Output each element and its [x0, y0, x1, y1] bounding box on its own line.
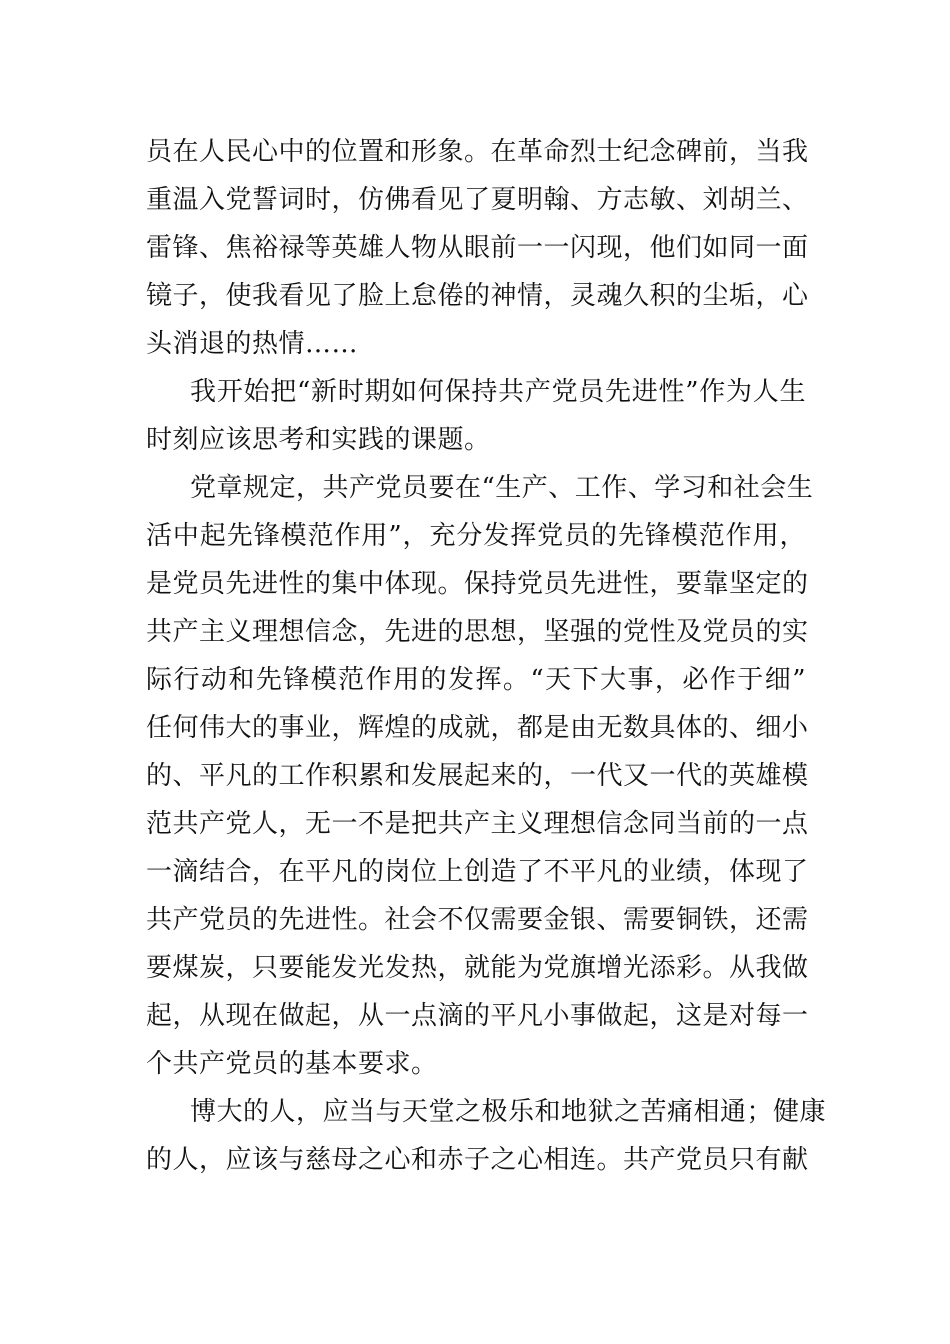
text-line: 活中起先锋模范作用”，充分发挥党员的先锋模范作用，: [146, 521, 806, 551]
text-line: 的、平凡的工作积累和发展起来的，一代又一代的英雄模: [146, 761, 809, 791]
text-line: 共产党员的先进性。社会不仅需要金银、需要铜铁，还需: [146, 905, 809, 935]
text-line: 任何伟大的事业，辉煌的成就，都是由无数具体的、细小: [146, 713, 809, 743]
paragraph-4: [146, 1088, 827, 1184]
text-line: 起，从现在做起，从一点滴的平凡小事做起，这是对每一: [146, 1001, 809, 1031]
text-line: 镜子，使我看见了脸上怠倦的神情，灵魂久积的尘垢，心: [146, 281, 809, 311]
text-line: 一滴结合，在平凡的岗位上创造了不平凡的业绩，体现了: [146, 857, 809, 887]
text-line: 党章规定，共产党员要在“生产、工作、学习和社会生: [190, 473, 814, 503]
text-line: 际行动和先锋模范作用的发挥。“天下大事，必作于细”: [146, 665, 806, 695]
text-line: 的人，应该与慈母之心和赤子之心相连。共产党员只有献: [146, 1145, 809, 1175]
paragraph-1: [146, 128, 809, 368]
text-line: 范共产党人，无一不是把共产主义理想信念同当前的一点: [146, 809, 809, 839]
text-line: 重温入党誓词时，仿佛看见了夏明翰、方志敏、刘胡兰、: [146, 185, 809, 215]
text-line: 共产主义理想信念，先进的思想，坚强的党性及党员的实: [146, 617, 809, 647]
text-line: 我开始把“新时期如何保持共产党员先进性”作为人生: [190, 377, 806, 407]
text-line: 时刻应该思考和实践的课题。: [146, 425, 491, 455]
text-line: 个共产党员的基本要求。: [146, 1049, 438, 1079]
paragraph-3: [146, 464, 814, 1088]
text-line: 头消退的热情……: [146, 329, 359, 359]
paragraph-2: [146, 368, 806, 464]
text-line: 雷锋、焦裕禄等英雄人物从眼前一一闪现，他们如同一面: [146, 233, 809, 263]
text-line: 是党员先进性的集中体现。保持党员先进性，要靠坚定的: [146, 569, 809, 599]
text-line: 要煤炭，只要能发光发热，就能为党旗增光添彩。从我做: [146, 953, 809, 983]
text-line: 博大的人，应当与天堂之极乐和地狱之苦痛相通；健康: [190, 1097, 827, 1127]
body-text: [146, 128, 827, 1184]
text-line: 员在人民心中的位置和形象。在革命烈士纪念碑前，当我: [146, 137, 809, 167]
